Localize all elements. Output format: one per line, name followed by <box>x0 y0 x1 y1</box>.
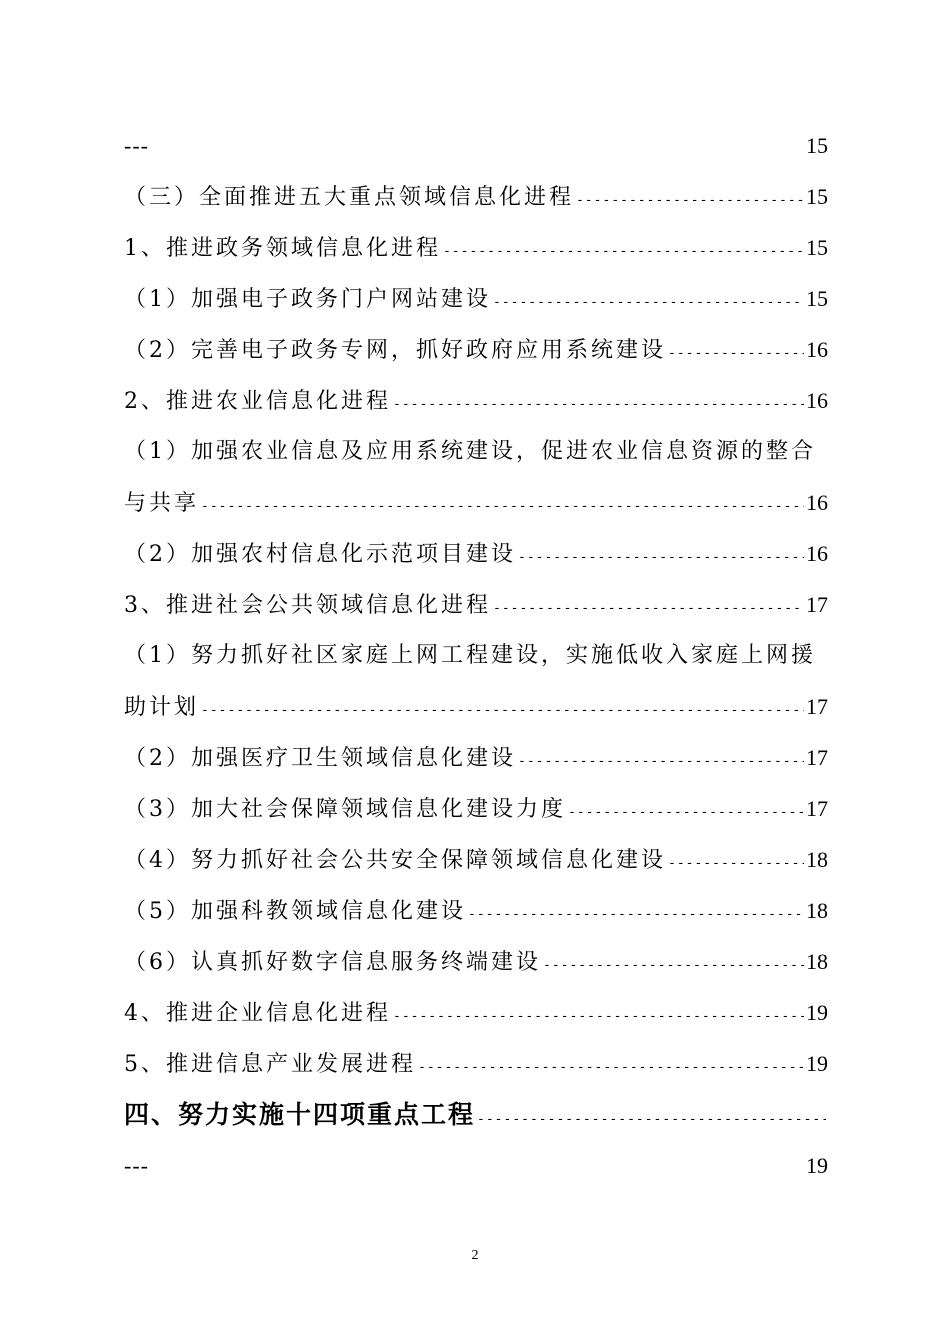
toc-leader <box>468 886 804 936</box>
toc-entry[interactable] <box>124 528 828 579</box>
toc-entry[interactable] <box>124 579 828 630</box>
toc-entry[interactable] <box>124 1038 828 1089</box>
toc-leader-continuation: --- <box>124 133 149 158</box>
toc-leader <box>518 733 804 783</box>
toc-leader <box>568 784 804 834</box>
toc-entry-title: （3）加大社会保障领域信息化建设力度 <box>124 797 566 822</box>
toc-section-heading[interactable] <box>124 1089 828 1140</box>
toc-continuation-bottom <box>124 1140 828 1191</box>
toc-page-number: 16 <box>806 541 828 566</box>
toc-entry[interactable] <box>124 324 828 375</box>
toc-page-number: 15 <box>806 184 828 209</box>
toc-page-number: 19 <box>806 1153 828 1178</box>
page-footer-number: 2 <box>471 1248 479 1263</box>
toc-entry-title: （4）努力抓好社会公共安全保障领域信息化建设 <box>124 848 666 873</box>
toc-continuation-top <box>124 120 828 171</box>
toc-leader <box>493 580 804 630</box>
toc-entry[interactable] <box>124 783 828 834</box>
toc-page-number: 15 <box>806 286 828 311</box>
toc-leader <box>668 835 804 885</box>
toc-entry-title: 助计划 <box>124 695 200 720</box>
toc-entry[interactable] <box>124 477 828 528</box>
toc-entry[interactable] <box>124 222 828 273</box>
toc-leader <box>543 937 804 987</box>
toc-entry-wrapped-line[interactable]: （1）努力抓好社区家庭上网工程建设，实施低收入家庭上网援 <box>124 643 816 668</box>
toc-entry[interactable] <box>124 987 828 1038</box>
toc-leader <box>518 529 804 579</box>
toc-page-number: 19 <box>806 1000 828 1025</box>
toc-entry-title: 与共享 <box>124 491 200 516</box>
toc-entry[interactable] <box>124 732 828 783</box>
toc-entry-title: 1、推进政务领域信息化进程 <box>124 236 441 261</box>
toc-leader <box>393 988 804 1038</box>
toc-entry-title: 5、推进信息产业发展进程 <box>124 1052 416 1077</box>
toc-entry-title: （5）加强科教领域信息化建设 <box>124 899 466 924</box>
toc-leader <box>493 274 804 324</box>
toc-entry[interactable] <box>124 273 828 324</box>
toc-entry-wrapped-line[interactable]: （1）加强农业信息及应用系统建设，促进农业信息资源的整合 <box>124 439 816 464</box>
toc-leader <box>201 682 804 732</box>
toc-heading-title: 四、努力实施十四项重点工程 <box>124 1100 476 1129</box>
toc-page-number: 17 <box>806 796 828 821</box>
toc-entry[interactable] <box>124 681 828 732</box>
toc-entry-title: （1）加强电子政务门户网站建设 <box>124 287 491 312</box>
toc-entry-title: 4、推进企业信息化进程 <box>124 1001 391 1026</box>
toc-page-number: 17 <box>806 592 828 617</box>
toc-page-number: 18 <box>806 847 828 872</box>
toc-leader <box>576 172 804 222</box>
toc-page-number: 16 <box>806 337 828 362</box>
toc-leader <box>201 478 804 528</box>
toc-page-number: 18 <box>806 949 828 974</box>
toc-entry-title: 3、推进社会公共领域信息化进程 <box>124 593 491 618</box>
toc-entry-title: （三）全面推进五大重点领域信息化进程 <box>124 185 575 210</box>
toc-entry-title: （2）加强农村信息化示范项目建设 <box>124 542 516 567</box>
toc-entry-title: （6）认真抓好数字信息服务终端建设 <box>124 950 541 975</box>
toc-leader <box>418 1039 804 1089</box>
toc-page-number: 17 <box>806 745 828 770</box>
toc-entry[interactable] <box>124 885 828 936</box>
toc-page-number: 16 <box>806 490 828 515</box>
toc-leader <box>668 325 804 375</box>
toc-leader <box>477 1091 826 1140</box>
toc-leader <box>443 223 804 273</box>
toc-page-number: 19 <box>806 1051 828 1076</box>
toc-page-number: 18 <box>806 898 828 923</box>
toc-entry[interactable] <box>124 834 828 885</box>
toc-page-number: 15 <box>806 133 828 158</box>
toc-leader <box>393 376 804 426</box>
toc-page-number: 15 <box>806 235 828 260</box>
toc-entry[interactable] <box>124 171 828 222</box>
toc-page-number: 17 <box>806 694 828 719</box>
toc-entry[interactable] <box>124 936 828 987</box>
toc-page-number: 16 <box>806 388 828 413</box>
toc-entry-title: 2、推进农业信息化进程 <box>124 389 391 414</box>
toc-entry[interactable] <box>124 375 828 426</box>
toc-entry-title: （2）加强医疗卫生领域信息化建设 <box>124 746 516 771</box>
toc-leader-continuation: --- <box>124 1153 149 1178</box>
table-of-contents <box>124 120 828 1191</box>
toc-entry-title: （2）完善电子政务专网，抓好政府应用系统建设 <box>124 338 666 363</box>
